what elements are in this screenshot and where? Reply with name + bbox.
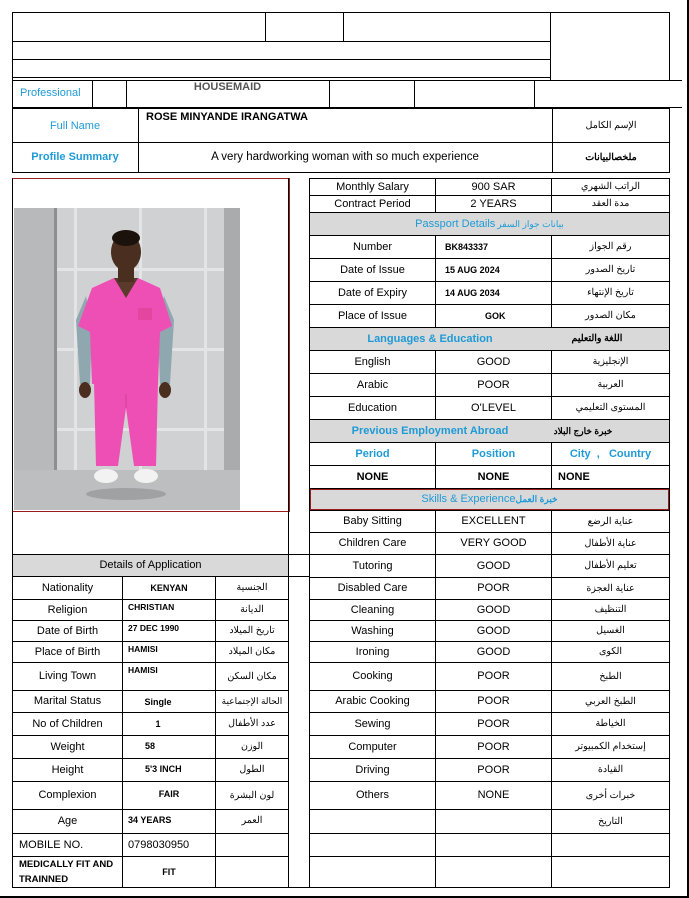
skill-label-computer: Computer — [348, 740, 397, 753]
app-value-no-of-children: 1 — [155, 718, 161, 729]
app-value-mobile: 0798030950 — [128, 838, 190, 851]
contract-ar-0: الراتب الشهري — [580, 181, 641, 193]
contract-label-1: Contract Period — [334, 197, 411, 210]
language-ar-0: الإنجليزية — [592, 356, 629, 368]
full-name-ar: الإسم الكامل — [585, 120, 637, 132]
skill-value-arabic-cooking: POOR — [477, 695, 510, 707]
app-ar-date-of-birth: تاريخ الميلاد — [229, 625, 275, 637]
passport-value-3: GOK — [485, 310, 506, 321]
app-label-living-town: Living Town — [38, 670, 97, 682]
skill-label-cooking: Cooking — [352, 670, 393, 682]
language-label-0: English — [354, 355, 391, 368]
contract-value-1: 2 YEARS — [470, 197, 517, 210]
app-label-place-of-birth: Place of Birth — [34, 645, 101, 658]
language-ar-1: العربية — [597, 379, 624, 391]
app-label-no-of-children: No of Children — [32, 717, 103, 730]
profile-summary-value: A very hardworking woman with so much experience — [211, 151, 479, 164]
app-ar-place-of-birth: مكان الميلاد — [228, 646, 276, 658]
app-value-place-of-birth: HAMISI — [128, 643, 158, 654]
skill-label-washing: Washing — [351, 624, 394, 637]
skill-value-children-care: VERY GOOD — [460, 537, 527, 549]
passport-label-0: Number — [352, 240, 393, 253]
language-value-1: POOR — [477, 378, 510, 391]
app-label-mobile: MOBILE NO. — [19, 838, 84, 851]
passport-value-1: 15 AUG 2024 — [445, 264, 500, 275]
skill-ar-disabled-care: عناية العجزة — [586, 582, 635, 594]
skill-ar-arabic-cooking: الطبخ العربي — [585, 695, 636, 707]
languages-title: Languages & Education — [367, 332, 493, 345]
app-ar-age: العمر — [241, 814, 263, 826]
skill-ar-driving: القيادة — [597, 764, 624, 776]
app-label-medically-fit: MEDICALLY FIT AND TRAINNED — [19, 858, 114, 885]
app-value-date-of-birth: 27 DEC 1990 — [128, 622, 180, 633]
profile-summary-label: Profile Summary — [31, 150, 119, 163]
skill-ar-baby-sitting: عناية الرضع — [587, 515, 634, 527]
app-ar-nationality: الجنسية — [236, 582, 268, 594]
app-ar-complexion: لون البشرة — [229, 789, 275, 801]
skill-ar-children-care: عناية الأطفال — [584, 537, 637, 549]
app-value-nationality: KENYAN — [150, 582, 188, 593]
skill-label-disabled-care: Disabled Care — [337, 582, 408, 594]
contract-value-0: 900 SAR — [471, 180, 516, 193]
skill-label-baby-sitting: Baby Sitting — [343, 515, 402, 527]
passport-ar-0: رقم الجواز — [589, 241, 632, 253]
app-ar-living-town: مكان السكن — [227, 670, 277, 682]
skill-ar-ironing: الكوى — [598, 646, 623, 658]
app-value-religion: CHRISTIAN — [128, 601, 175, 612]
skill-ar-washing: الغسيل — [596, 625, 625, 637]
app-label-age: Age — [57, 815, 78, 827]
app-label-complexion: Complexion — [38, 789, 97, 801]
full-name-value: ROSE MINYANDE IRANGATWA — [146, 110, 308, 123]
app-label-height: Height — [51, 763, 84, 776]
application-title: Details of Application — [99, 559, 202, 571]
employment-location: NONE — [558, 470, 590, 483]
professional-label: Professional — [20, 86, 81, 99]
passport-ar-1: تاريخ الصدور — [585, 264, 636, 276]
skill-value-cleaning: GOOD — [476, 603, 511, 616]
skill-ar-others: خبرات أخرى — [585, 789, 636, 801]
passport-value-0: BK843337 — [445, 241, 489, 252]
app-value-marital-status: Single — [144, 697, 172, 707]
skill-label-cleaning: Cleaning — [350, 603, 395, 616]
skill-value-driving: POOR — [477, 763, 510, 776]
employment-header-position: Position — [471, 447, 516, 460]
employment-title: Previous Employment Abroad — [351, 424, 509, 437]
passport-label-1: Date of Issue — [340, 263, 405, 276]
language-label-2: Education — [348, 401, 397, 414]
app-label-weight: Weight — [50, 740, 85, 753]
skill-label-tutoring: Tutoring — [352, 559, 393, 572]
skill-ar-tutoring: تعليم الأطفال — [584, 560, 637, 572]
language-label-1: Arabic — [356, 378, 389, 391]
applicant-photo — [14, 208, 240, 510]
skill-value-baby-sitting: EXCELLENT — [461, 515, 526, 527]
skill-value-ironing: GOOD — [476, 645, 511, 658]
skill-value-disabled-care: POOR — [477, 582, 510, 594]
skills-title: Skills & Experience خبرة العمل — [421, 493, 558, 505]
employment-position: NONE — [477, 470, 510, 483]
app-ar-height: الطول — [239, 764, 265, 776]
app-ar-religion: الديانة — [240, 604, 264, 616]
skill-label-driving: Driving — [355, 763, 390, 776]
app-value-age: 34 YEARS — [128, 815, 172, 825]
language-ar-2: المستوى التعليمي — [575, 402, 646, 414]
skill-value-computer: POOR — [477, 740, 510, 753]
languages-title-ar: اللغة والتعليم — [571, 333, 623, 345]
passport-ar-2: تاريخ الإنتهاء — [587, 287, 634, 299]
app-value-living-town: HAMISI — [128, 664, 158, 675]
skill-value-cooking: POOR — [477, 670, 510, 682]
skill-ar-cooking: الطبخ — [599, 670, 622, 682]
app-label-nationality: Nationality — [41, 581, 94, 594]
app-value-weight: 58 — [145, 740, 156, 751]
language-value-2: O'LEVEL — [471, 401, 516, 414]
skill-value-tutoring: GOOD — [476, 559, 511, 572]
skill-value-sewing: POOR — [477, 717, 510, 730]
passport-value-2: 14 AUG 2034 — [445, 287, 500, 298]
employment-header-period: Period — [355, 447, 390, 460]
skill-label-arabic-cooking: Arabic Cooking — [335, 695, 410, 707]
skill-value-washing: GOOD — [476, 624, 511, 637]
contract-ar-1: مدة العقد — [591, 198, 630, 210]
app-label-marital-status: Marital Status — [33, 695, 102, 707]
language-value-0: GOOD — [476, 355, 511, 368]
skill-label-others: Others — [355, 789, 389, 801]
profession-value: HOUSEMAID — [193, 81, 262, 93]
app-label-religion: Religion — [47, 603, 88, 616]
skill-value-others: NONE — [477, 789, 510, 801]
passport-label-3: Place of Issue — [337, 309, 408, 322]
full-name-label: Full Name — [49, 119, 101, 132]
app-ar-no-of-children: عدد الأطفال — [228, 718, 276, 730]
passport-title: Passport Details بيانات جواز السفر — [415, 217, 564, 230]
app-value-complexion: FAIR — [158, 788, 180, 799]
date-ar-label: التاريخ — [598, 815, 623, 827]
profile-summary-ar: ملخصالبيانات — [585, 152, 637, 164]
app-value-height: 5'3 INCH — [145, 763, 182, 774]
skill-ar-cleaning: التنظيف — [594, 604, 627, 616]
app-ar-marital-status: الحالة الإجتماعية — [221, 696, 283, 706]
skill-label-ironing: Ironing — [355, 645, 390, 658]
app-value-medically-fit: FIT — [162, 866, 176, 877]
employment-header-location: City , Country — [569, 447, 652, 460]
employment-title-ar: خبرة خارج البلاد — [553, 425, 613, 436]
skill-label-sewing: Sewing — [354, 717, 391, 730]
passport-label-2: Date of Expiry — [337, 286, 408, 299]
passport-ar-3: مكان الصدور — [585, 310, 636, 322]
skill-ar-computer: إستخدام الكمبيوتر — [575, 741, 646, 753]
app-label-date-of-birth: Date of Birth — [36, 624, 99, 637]
skill-label-children-care: Children Care — [338, 537, 407, 549]
app-ar-weight: الوزن — [240, 741, 263, 753]
employment-period: NONE — [356, 470, 389, 483]
skill-ar-sewing: الخياطة — [595, 718, 626, 730]
contract-label-0: Monthly Salary — [336, 180, 409, 193]
